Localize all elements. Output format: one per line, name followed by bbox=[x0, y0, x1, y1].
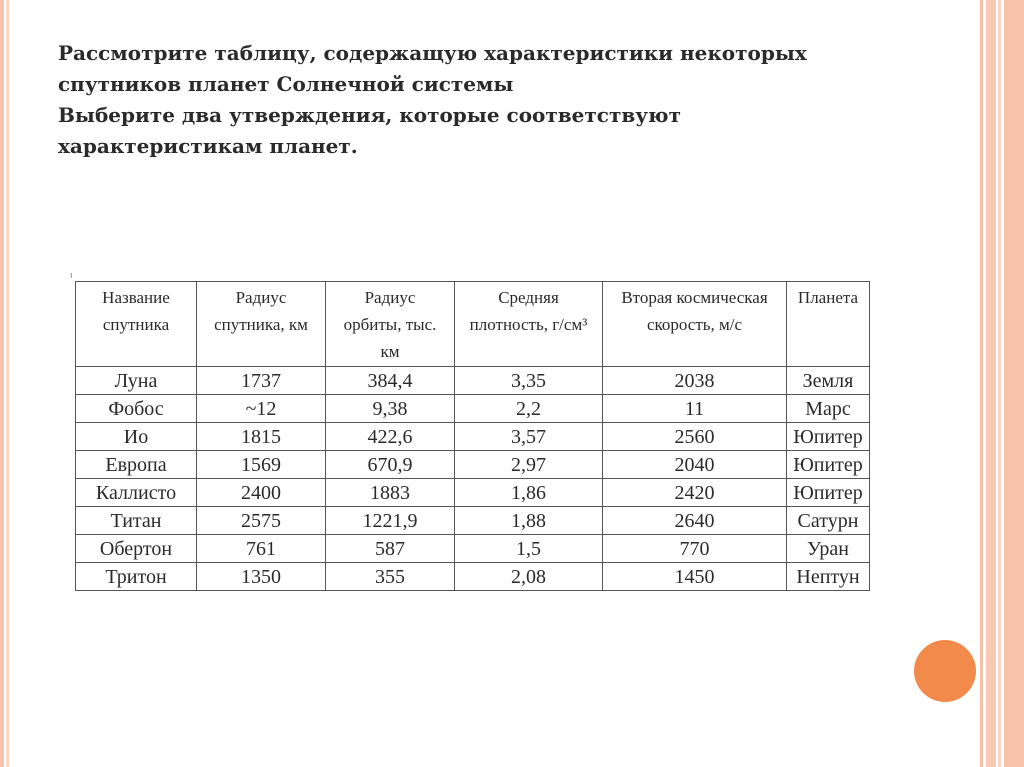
table-row bbox=[76, 395, 870, 423]
cell-orbit-radius: 422,6 bbox=[326, 423, 455, 451]
header-text: Радиус bbox=[364, 288, 416, 307]
table-row bbox=[76, 535, 870, 563]
cell-satellite-radius: 761 bbox=[197, 535, 326, 563]
table-body bbox=[76, 367, 870, 591]
right-border-stripe bbox=[986, 0, 996, 767]
cell-density: 2,97 bbox=[455, 451, 603, 479]
cell-planet: Юпитер bbox=[787, 451, 870, 479]
cell-planet: Земля bbox=[787, 367, 870, 395]
table-row bbox=[76, 423, 870, 451]
right-border-stripe bbox=[1004, 0, 1024, 767]
cell-satellite-radius: 1737 bbox=[197, 367, 326, 395]
header-text: спутника bbox=[102, 315, 170, 334]
cell-planet: Сатурн bbox=[787, 507, 870, 535]
table-row bbox=[76, 479, 870, 507]
table-header-row bbox=[76, 282, 870, 367]
cell-density: 1,5 bbox=[455, 535, 603, 563]
satellites-table bbox=[75, 281, 870, 591]
header-text: плотность, г/см³ bbox=[469, 315, 588, 334]
cell-satellite-name: Ио bbox=[76, 423, 197, 451]
right-border-stripe bbox=[998, 0, 1001, 767]
cell-planet: Марс bbox=[787, 395, 870, 423]
cell-escape-velocity: 770 bbox=[603, 535, 787, 563]
cell-satellite-radius: 1569 bbox=[197, 451, 326, 479]
header-planet bbox=[787, 282, 870, 367]
table-row bbox=[76, 563, 870, 591]
cell-satellite-name: Титан bbox=[76, 507, 197, 535]
header-text: Вторая космическая bbox=[621, 288, 768, 307]
table-anchor-mark: ı bbox=[70, 270, 73, 280]
cell-orbit-radius: 587 bbox=[326, 535, 455, 563]
cell-planet: Уран bbox=[787, 535, 870, 563]
cell-escape-velocity: 2640 bbox=[603, 507, 787, 535]
cell-satellite-radius: 1815 bbox=[197, 423, 326, 451]
cell-planet: Нептун bbox=[787, 563, 870, 591]
satellites-table-container bbox=[75, 281, 870, 591]
header-text: спутника, км bbox=[214, 315, 308, 334]
heading-line: характеристикам планет. bbox=[58, 134, 358, 158]
header-text: Планета bbox=[797, 288, 859, 307]
header-satellite-name bbox=[76, 282, 197, 367]
heading-line: спутников планет Солнечной системы bbox=[58, 72, 514, 96]
table-row bbox=[76, 367, 870, 395]
heading-line: Выберите два утверждения, которые соответствуют bbox=[58, 103, 681, 127]
right-border-stripe bbox=[980, 0, 983, 767]
cell-density: 1,88 bbox=[455, 507, 603, 535]
cell-orbit-radius: 384,4 bbox=[326, 367, 455, 395]
cell-orbit-radius: 1883 bbox=[326, 479, 455, 507]
orange-circle-decoration bbox=[914, 640, 976, 702]
cell-escape-velocity: 2560 bbox=[603, 423, 787, 451]
header-text: орбиты, тыс. bbox=[343, 315, 437, 334]
header-text: Название bbox=[102, 288, 170, 307]
header-density bbox=[455, 282, 603, 367]
cell-satellite-name: Фобос bbox=[76, 395, 197, 423]
cell-satellite-radius: 1350 bbox=[197, 563, 326, 591]
cell-escape-velocity: 1450 bbox=[603, 563, 787, 591]
header-satellite-radius bbox=[197, 282, 326, 367]
left-border-stripe-thin bbox=[6, 0, 9, 767]
cell-satellite-name: Обертон bbox=[76, 535, 197, 563]
cell-satellite-radius: ~12 bbox=[197, 395, 326, 423]
cell-satellite-name: Каллисто bbox=[76, 479, 197, 507]
cell-satellite-name: Европа bbox=[76, 451, 197, 479]
cell-satellite-radius: 2400 bbox=[197, 479, 326, 507]
header-text: скорость, м/с bbox=[646, 315, 743, 334]
left-border-stripe bbox=[0, 0, 4, 767]
cell-orbit-radius: 670,9 bbox=[326, 451, 455, 479]
table-row bbox=[76, 507, 870, 535]
slide-heading bbox=[58, 38, 958, 162]
header-escape-velocity bbox=[603, 282, 787, 367]
cell-orbit-radius: 1221,9 bbox=[326, 507, 455, 535]
cell-escape-velocity: 2040 bbox=[603, 451, 787, 479]
cell-density: 3,35 bbox=[455, 367, 603, 395]
cell-satellite-name: Луна bbox=[76, 367, 197, 395]
cell-planet: Юпитер bbox=[787, 479, 870, 507]
header-text: Радиус bbox=[235, 288, 287, 307]
table-row bbox=[76, 451, 870, 479]
cell-escape-velocity: 2038 bbox=[603, 367, 787, 395]
cell-density: 2,08 bbox=[455, 563, 603, 591]
cell-satellite-name: Тритон bbox=[76, 563, 197, 591]
cell-orbit-radius: 9,38 bbox=[326, 395, 455, 423]
header-text: Средняя bbox=[498, 288, 559, 307]
cell-satellite-radius: 2575 bbox=[197, 507, 326, 535]
cell-density: 3,57 bbox=[455, 423, 603, 451]
cell-planet: Юпитер bbox=[787, 423, 870, 451]
cell-density: 2,2 bbox=[455, 395, 603, 423]
header-text: км bbox=[380, 342, 400, 361]
cell-orbit-radius: 355 bbox=[326, 563, 455, 591]
cell-density: 1,86 bbox=[455, 479, 603, 507]
heading-line: Рассмотрите таблицу, содержащую характеристики некоторых bbox=[58, 41, 807, 65]
cell-escape-velocity: 2420 bbox=[603, 479, 787, 507]
header-orbit-radius bbox=[326, 282, 455, 367]
cell-escape-velocity: 11 bbox=[603, 395, 787, 423]
